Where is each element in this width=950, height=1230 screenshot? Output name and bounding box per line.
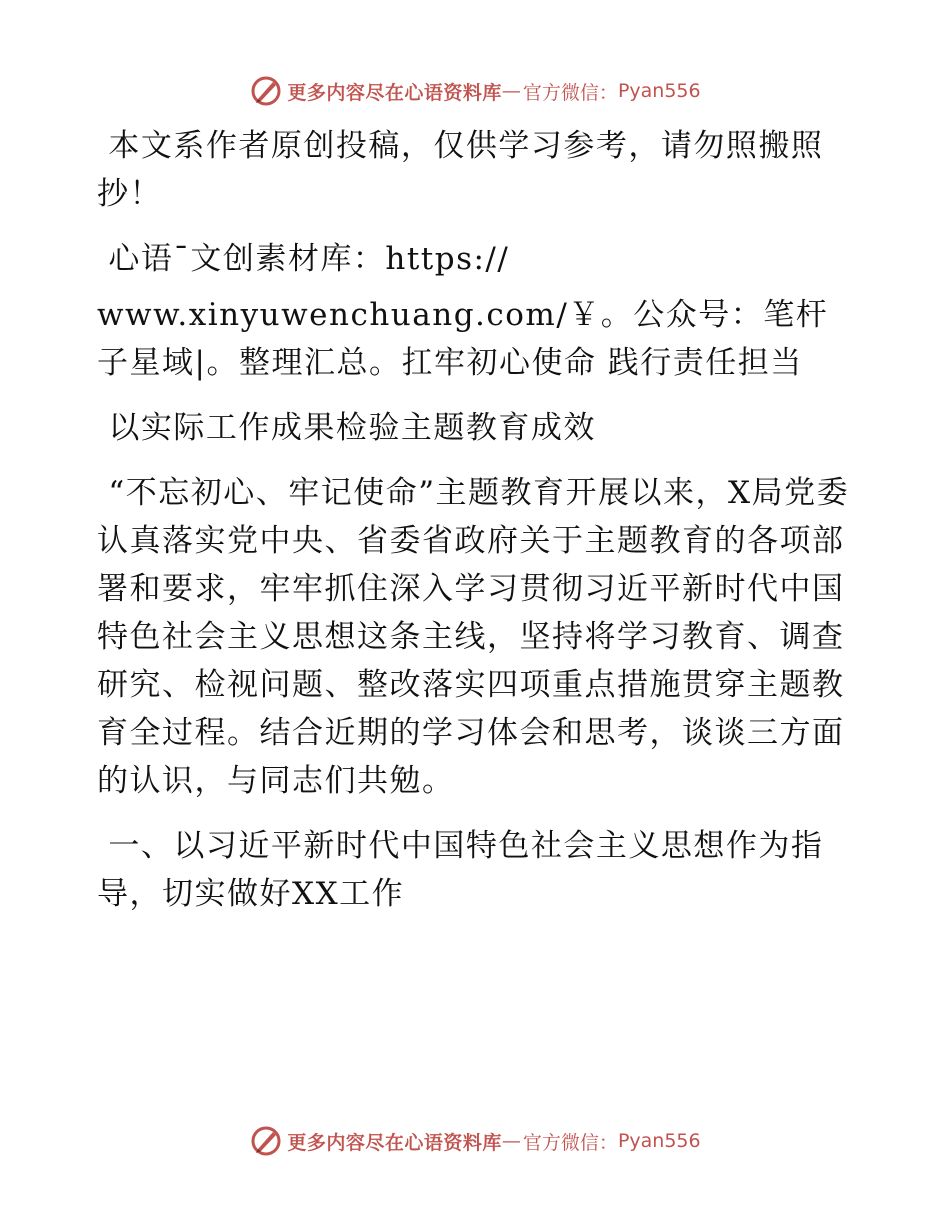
banner-wechat-id: Pyan556	[617, 1130, 701, 1152]
banner-separator: —	[501, 1130, 521, 1152]
banner-slogan: 更多内容尽在心语资料库	[287, 1131, 502, 1154]
document-body	[97, 122, 857, 918]
section-heading-1: 一、以习近平新时代中国特色社会主义思想作为指导，切实做好XX工作	[97, 828, 824, 912]
header-watermark-banner	[0, 71, 950, 111]
intro-paragraph: “不忘初心、牢记使命”主题教育开展以来，X局党委认真落实党中央、省委省政府关于主题教育的各项部署和要求，牢牢抓住深入学习贯彻习近平新时代中国特色社会主义思想这条主线，坚持将学习教育、调查研究、检视问题、整改落实四项重点措施贯穿主题教育全过程。结合近期的学习体会和思考，谈谈三方面的认识，与同志们共勉。	[97, 475, 850, 799]
subtitle: 以实际工作成果检验主题教育成效	[97, 410, 596, 446]
copyright-notice: 本文系作者原创投稿，仅供学习参考，请勿照搬照抄！	[97, 128, 824, 212]
brand-logo-icon	[249, 1124, 283, 1158]
banner-separator: —	[501, 80, 521, 102]
source-line-1: 心语¯文创素材库：https://	[97, 241, 510, 277]
banner-wechat-id: Pyan556	[617, 80, 701, 102]
banner-wechat-label: 官方微信：	[522, 1131, 618, 1154]
banner-slogan: 更多内容尽在心语资料库	[287, 81, 502, 104]
footer-watermark-banner	[0, 1121, 950, 1161]
brand-logo-icon	[249, 74, 283, 108]
banner-wechat-label: 官方微信：	[522, 81, 618, 104]
source-line-2: www.xinyuwenchuang.com/￥。公众号：笔杆子星域|。整理汇总。扛牢初心使命 践行责任担当	[97, 297, 829, 381]
